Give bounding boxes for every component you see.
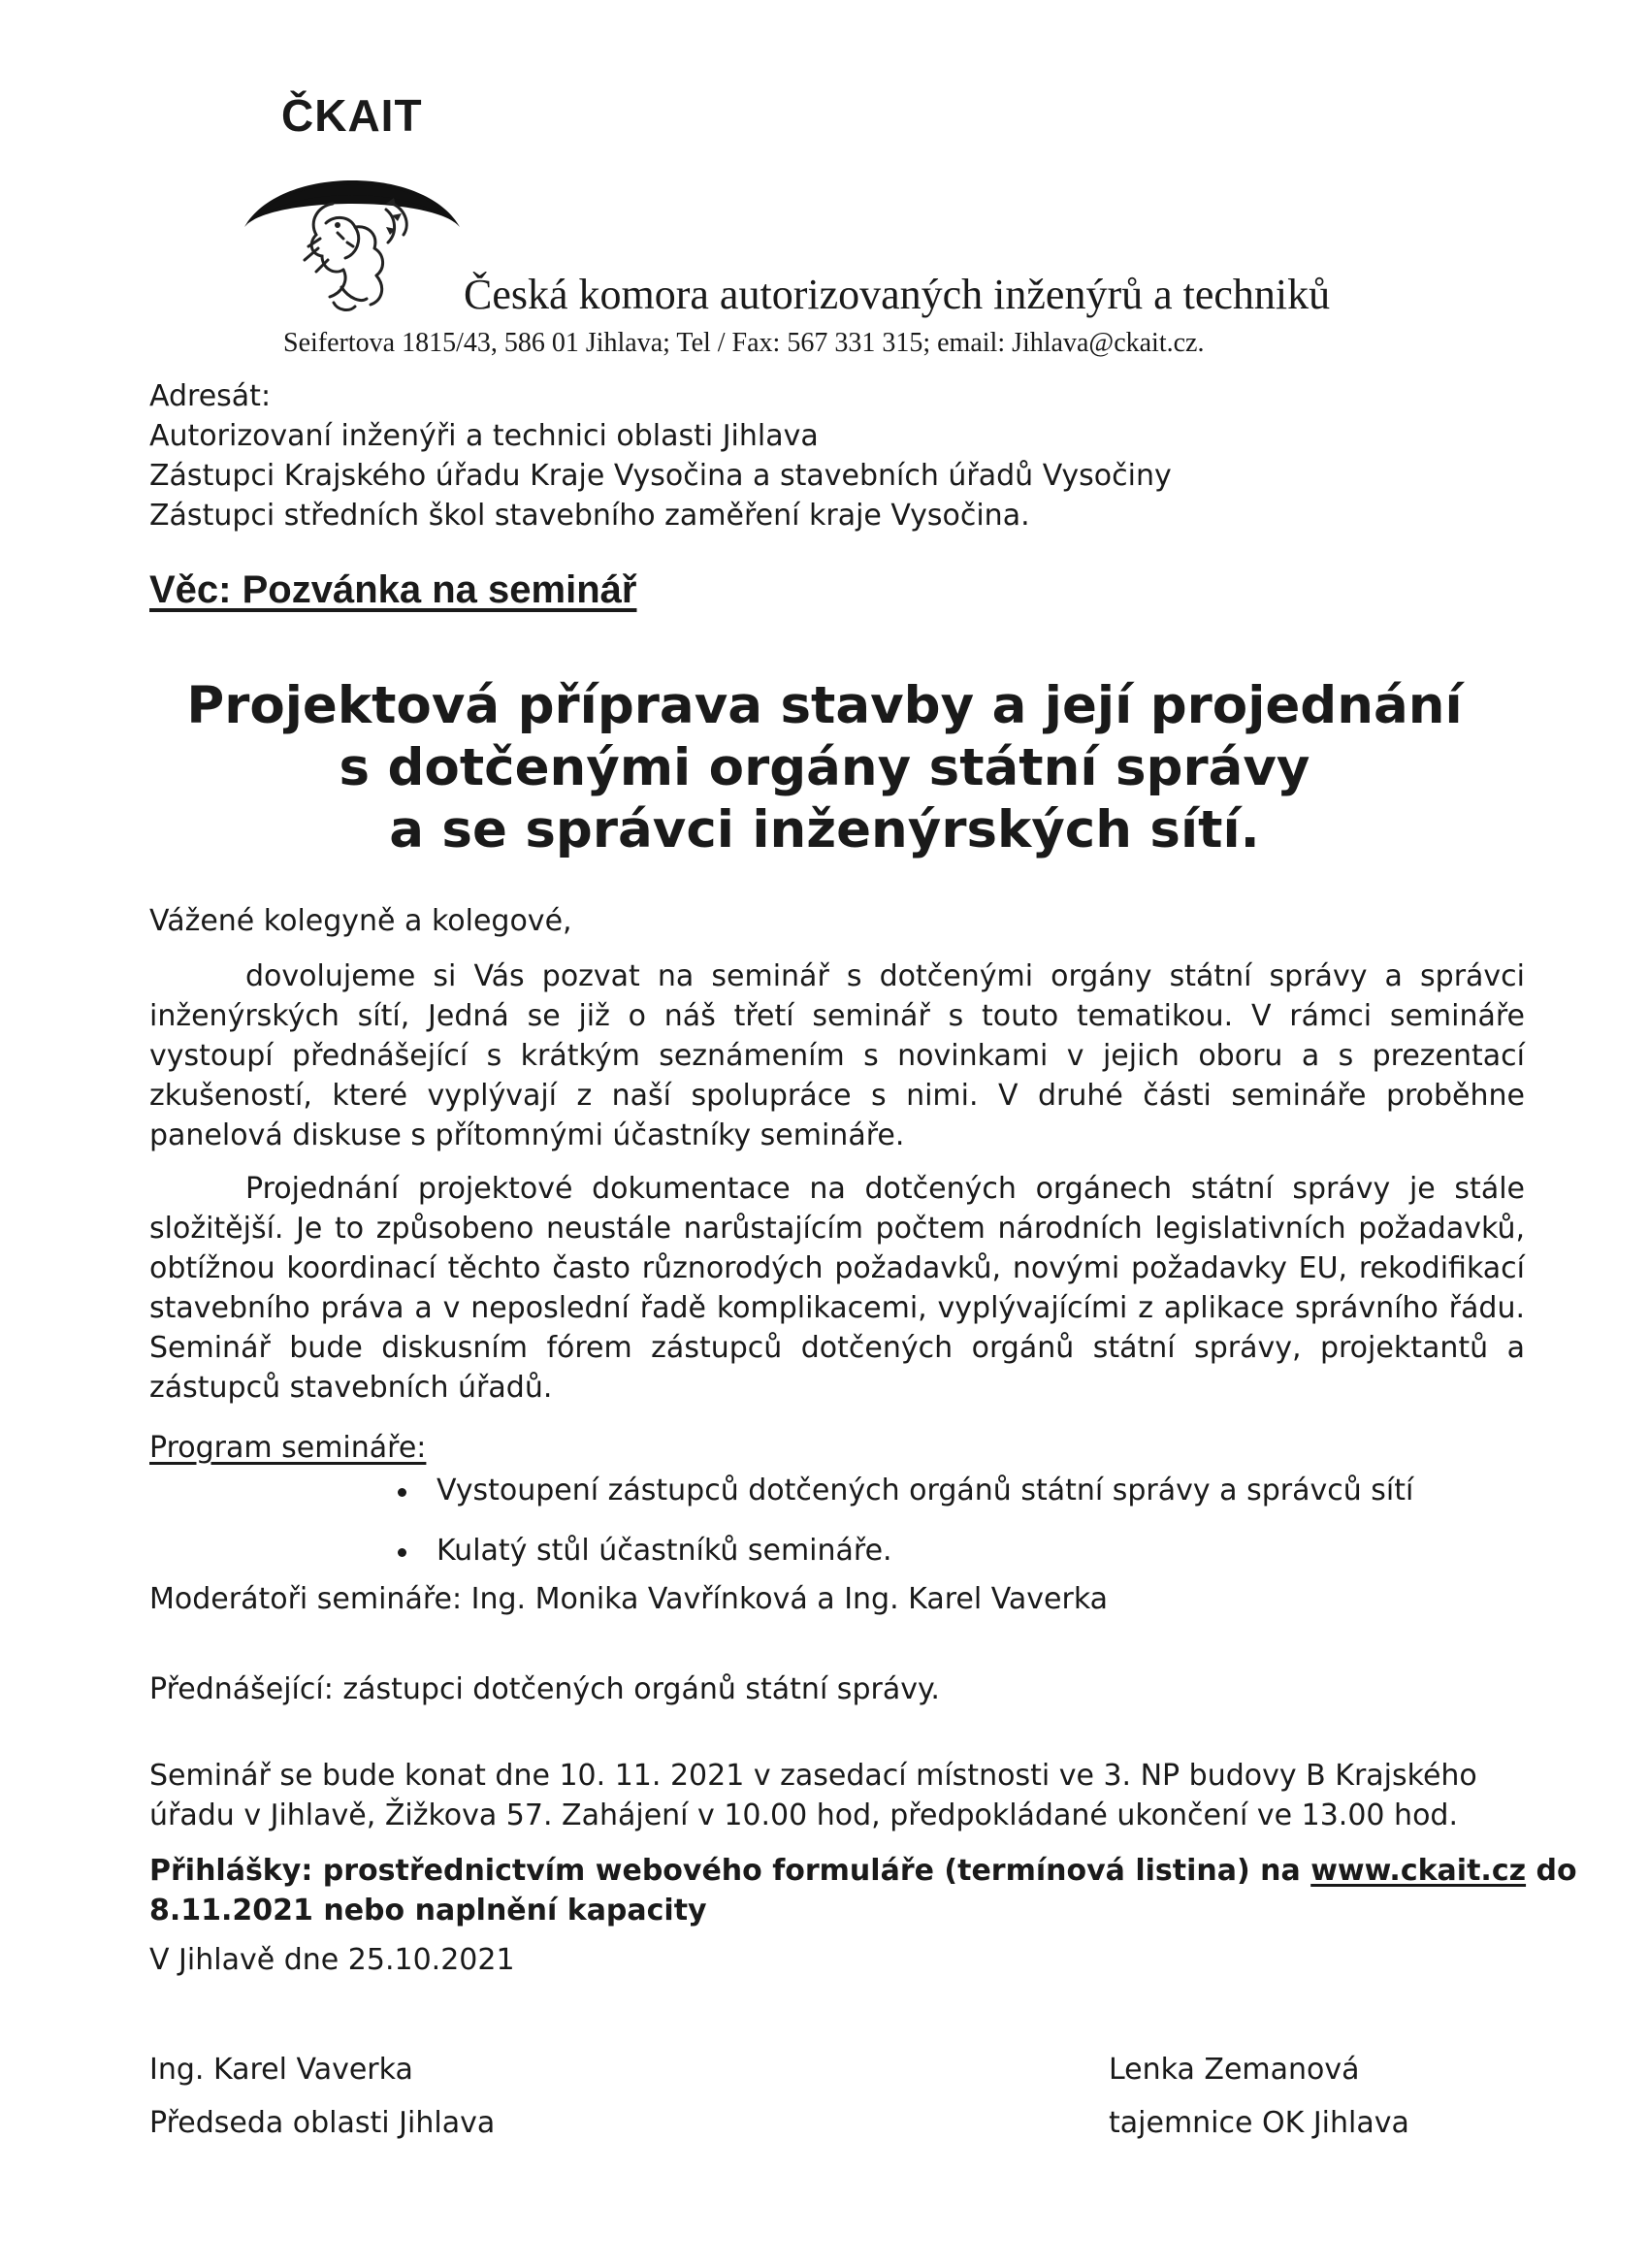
venue-line: úřadu v Jihlavě, Žižkova 57. Zahájení v 10.00 hod, předpokládané ukončení ve 13.00 hod. (149, 1798, 1459, 1832)
addressee-line: Autorizovaní inženýři a technici oblasti Jihlava (149, 419, 819, 453)
date-place: V Jihlavě dne 25.10.2021 (149, 1943, 515, 1977)
venue-line: Seminář se bude konat dne 10. 11. 2021 v zasedací místnosti ve 3. NP budovy B Krajského (149, 1759, 1477, 1793)
salutation: Vážené kolegyně a kolegové, (149, 904, 572, 938)
lecturers: Přednášející: zástupci dotčených orgánů státní správy. (149, 1672, 940, 1706)
title-line: Projektová příprava stavby a její projednání (186, 676, 1463, 735)
bullet-icon (398, 1548, 406, 1557)
bullet-icon (398, 1488, 406, 1497)
moderators: Moderátoři semináře: Ing. Monika Vavřínková a Ing. Karel Vaverka (149, 1582, 1109, 1616)
signature-right-name: Lenka Zemanová (1109, 2053, 1360, 2087)
program-item: Vystoupení zástupců dotčených orgánů státní správy a správců sítí (398, 1471, 1413, 1531)
signature-right-role: tajemnice OK Jihlava (1109, 2106, 1409, 2140)
seminar-title (97, 675, 1552, 861)
intro-paragraph: dovolujeme si Vás pozvat na seminář s dotčenými orgány státní správy a správci inženýrských sítí, Jedná se již o náš třetí seminář s touto tematikou. V rámci semináře vystoupí přednášející s krátkým seznámením s novinkami v jejich oboru a s prezentací zkušeností, které vyplývají z naší spolupráce s nimi. V druhé části semináře proběhne panelová diskuse s přítomnými účastníky semináře. (149, 959, 1525, 1152)
context-paragraph: Projednání projektové dokumentace na dotčených orgánech státní správy je stále složitější. Je to způsobeno neustále narůstajícím počtem národních legislativních požadavků, obtížnou koordinací těchto často různorodých požadavků, novými požadavky EU, rekodifikací stavebního práva a v neposlední řadě komplikacemi, vyplývajícími z aplikace správního řádu. Seminář bude diskusním fórem zástupců dotčených orgánů státní správy, projektantů a zástupců stavebních úřadů. (149, 1172, 1525, 1405)
registration-deadline: 8.11.2021 nebo naplnění kapacity (149, 1894, 707, 1928)
logo-text: ČKAIT (281, 90, 423, 141)
registration-text: Přihlášky: prostřednictvím webového formuláře (termínová listina) na (149, 1854, 1311, 1888)
program-item: Kulatý stůl účastníků semináře. (398, 1531, 1413, 1591)
ckait-lion-logo-icon (241, 146, 464, 315)
addressee-label: Adresát: (149, 379, 272, 413)
addressee-block (149, 376, 1525, 535)
registration-link[interactable]: www.ckait.cz (1310, 1854, 1527, 1888)
addressee-line: Zástupci Krajského úřadu Kraje Vysočina a stavebních úřadů Vysočiny (149, 459, 1172, 493)
program-list (398, 1471, 1413, 1591)
registration-suffix: do (1526, 1854, 1577, 1888)
organization-contact: Seifertova 1815/43, 586 01 Jihlava; Tel / Fax: 567 331 315; email: Jihlava@ckait.cz. (283, 328, 1205, 358)
program-heading: Program semináře: (149, 1431, 427, 1465)
organization-name: Česká komora autorizovaných inženýrů a techniků (464, 271, 1331, 318)
venue-block (149, 1756, 1525, 1835)
title-line: a se správci inženýrských sítí. (389, 800, 1260, 859)
addressee-line: Zástupci středních škol stavebního zaměření kraje Vysočina. (149, 499, 1030, 533)
signature-left-name: Ing. Karel Vaverka (149, 2053, 413, 2087)
signature-left-role: Předseda oblasti Jihlava (149, 2106, 496, 2140)
title-line: s dotčenými orgány státní správy (339, 738, 1310, 797)
registration-block (149, 1851, 1577, 1930)
subject-line: Věc: Pozvánka na seminář (149, 568, 637, 611)
